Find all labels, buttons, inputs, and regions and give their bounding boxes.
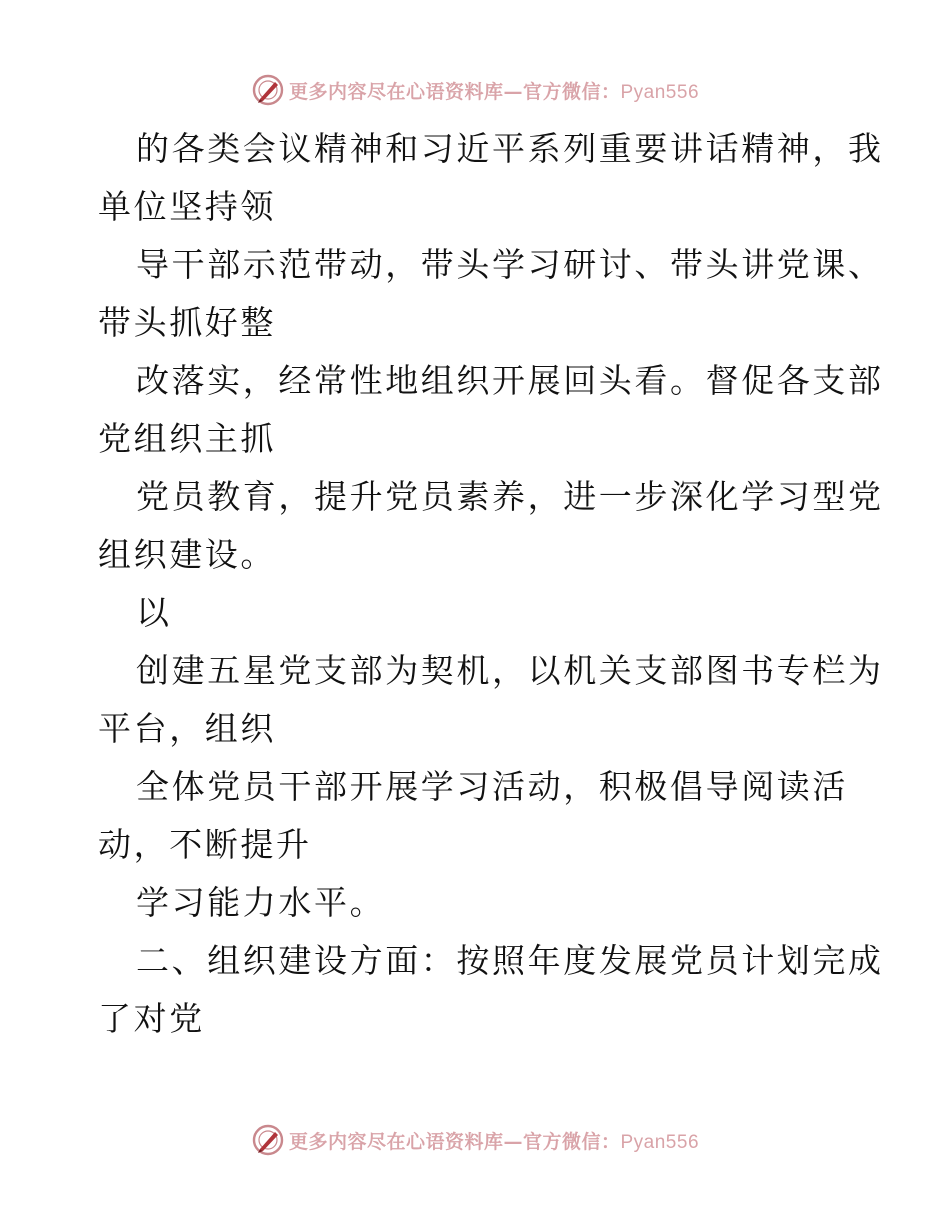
header-banner <box>0 70 950 110</box>
body-line: 的各类会议精神和习近平系列重要讲话精神，我 <box>136 129 884 168</box>
header-banner-label: 更多内容尽在心语资料库—官方微信： <box>288 80 621 103</box>
body-line: 单位坚持领 <box>98 187 276 226</box>
header-banner-id: Pyan556 <box>620 81 700 103</box>
body-line: 创建五星党支部为契机，以机关支部图书专栏为 <box>136 651 884 690</box>
footer-banner-text <box>289 1127 699 1154</box>
footer-banner <box>0 1120 950 1160</box>
footer-banner-id: Pyan556 <box>620 1131 700 1153</box>
document-body <box>98 120 884 1048</box>
body-line: 动，不断提升 <box>98 825 312 864</box>
body-line: 以 <box>136 593 172 632</box>
body-line: 党员教育，提升党员素养，进一步深化学习型党 <box>136 477 884 516</box>
body-line: 平台，组织 <box>98 709 276 748</box>
body-line: 改落实，经常性地组织开展回头看。督促各支部 <box>136 361 884 400</box>
pen-emblem-icon <box>251 1123 285 1157</box>
body-line: 了对党 <box>98 999 205 1038</box>
body-line: 二、组织建设方面：按照年度发展党员计划完成 <box>136 941 884 980</box>
body-line: 带头抓好整 <box>98 303 276 342</box>
footer-banner-label: 更多内容尽在心语资料库—官方微信： <box>288 1130 621 1153</box>
body-line: 党组织主抓 <box>98 419 276 458</box>
body-line: 组织建设。 <box>98 535 276 574</box>
body-line: 全体党员干部开展学习活动，积极倡导阅读活 <box>136 767 848 806</box>
header-banner-text <box>289 77 699 104</box>
body-line: 学习能力水平。 <box>136 883 386 922</box>
body-line: 导干部示范带动，带头学习研讨、带头讲党课、 <box>136 245 884 284</box>
pen-emblem-icon <box>251 73 285 107</box>
